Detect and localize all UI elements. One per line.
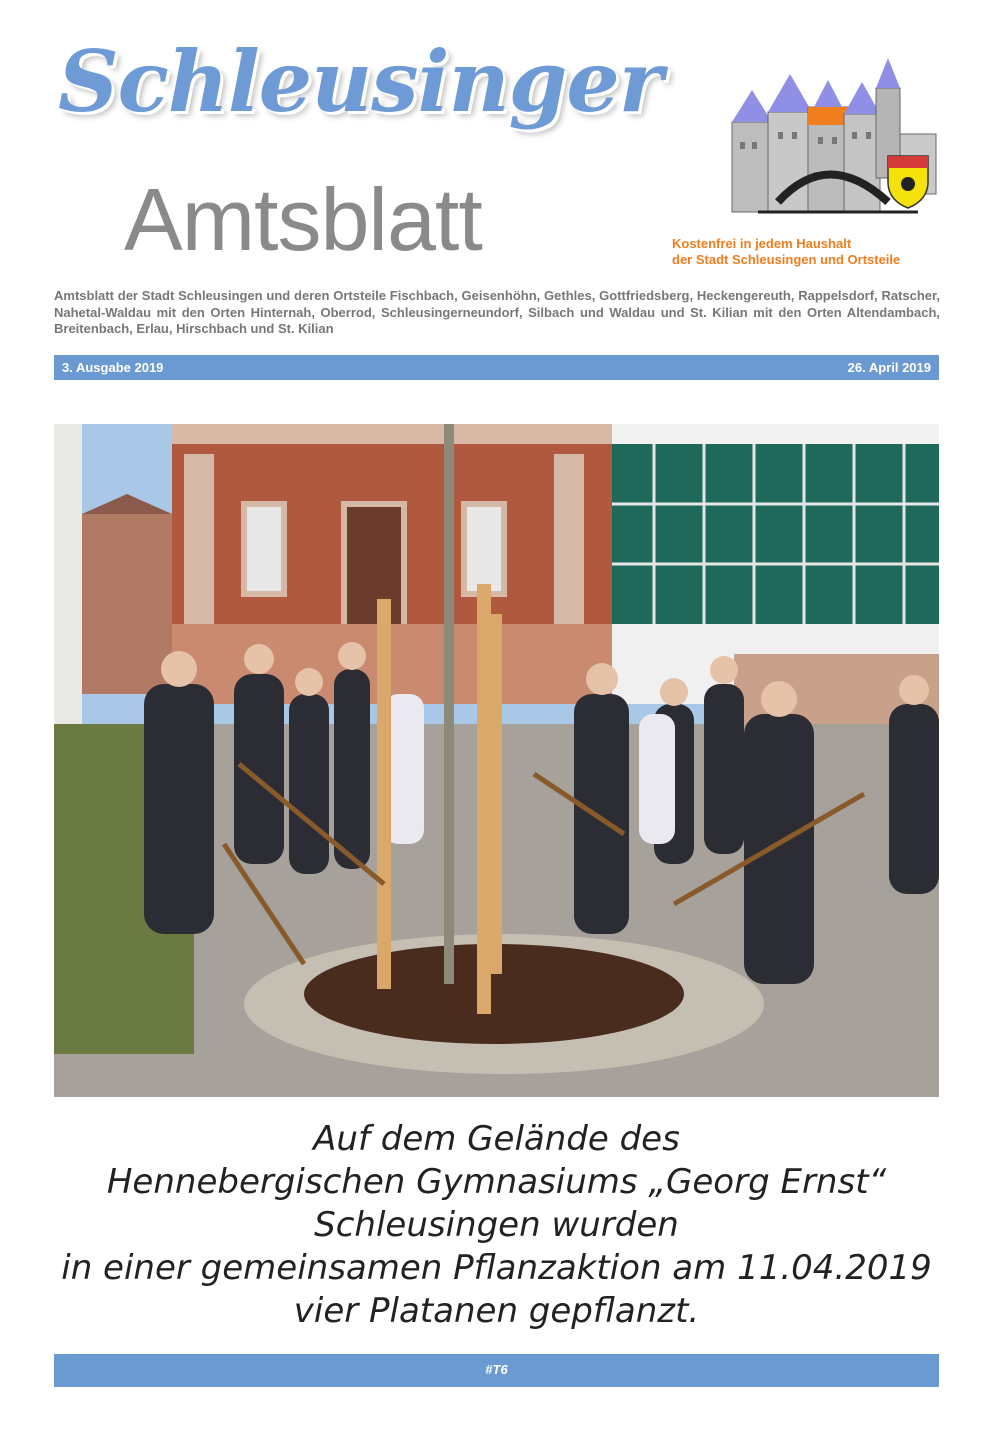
issue-date: 26. April 2019 [847, 360, 931, 375]
issue-bar [54, 355, 939, 380]
caption-line-2: Hennebergischen Gymnasiums „Georg Ernst“ [106, 1162, 887, 1202]
publication-subtitle: Amtsblatt der Stadt Schleusingen und deren Ortsteile Fischbach, Geisenhöhn, Gethles, Gottfriedsberg, Heckengereuth, Rappelsdorf, Ratscher, Nahetal-Waldau mit den Orten Hinternah, Oberrod, Schleusingerneundorf, Silbach und Waldau und St. Kilian mit den Orten Altendambach, Breitenbach, Erlau, Hirschbach und St. Kilian [54, 288, 940, 336]
caption-line-1: Auf dem Gelände des [313, 1119, 680, 1159]
caption-line-4: in einer gemeinsamen Pflanzaktion am 11.04.2019 [61, 1248, 932, 1288]
castle-logo [718, 52, 942, 218]
issue-number: 3. Ausgabe 2019 [62, 360, 164, 375]
footer-bar [54, 1354, 939, 1387]
masthead-main-title: Amtsblatt [124, 170, 482, 269]
tagline-line-2: der Stadt Schleusingen und Ortsteile [672, 252, 901, 267]
caption-line-3: Schleusingen wurden [314, 1205, 679, 1245]
tagline-line-1: Kostenfrei in jedem Haushalt [672, 236, 852, 251]
tagline [672, 236, 900, 268]
masthead-script-title: Schleusinger [58, 32, 663, 131]
cover-caption [54, 1118, 939, 1333]
footer-code: #T6 [485, 1362, 508, 1377]
cover-photo [54, 424, 939, 1097]
caption-line-5: vier Platanen gepflanzt. [293, 1291, 700, 1331]
